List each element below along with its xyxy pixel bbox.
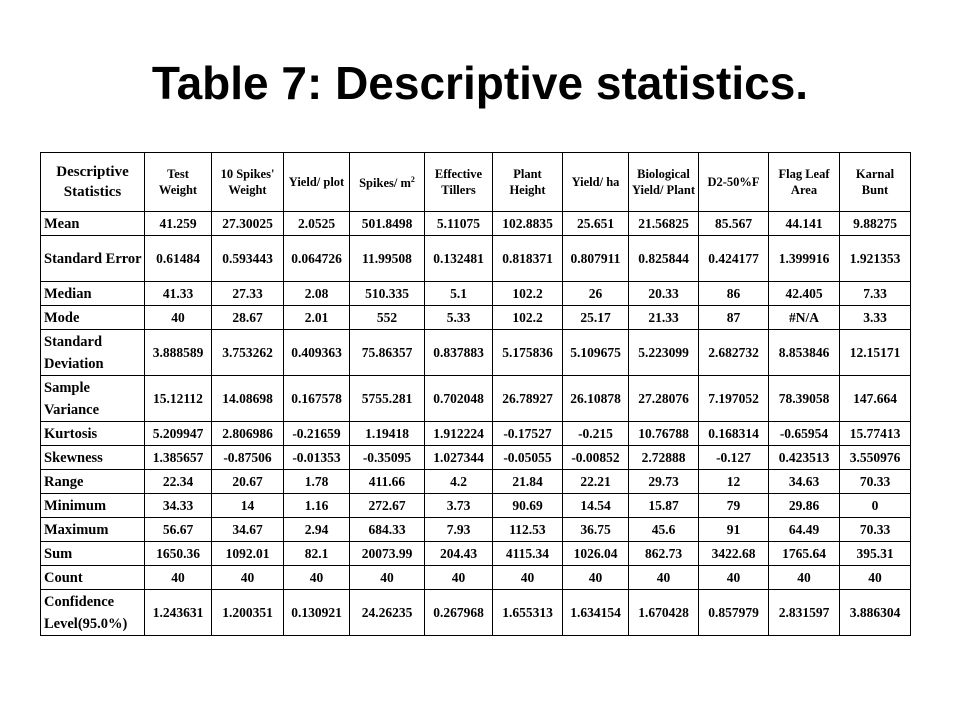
- table-cell: 41.33: [145, 282, 212, 306]
- table-cell: 56.67: [145, 518, 212, 542]
- table-cell: 102.2: [493, 306, 563, 330]
- column-header: Flag Leaf Area: [769, 153, 840, 212]
- row-label: Median: [41, 282, 145, 306]
- table-row: [41, 470, 911, 494]
- table-cell: 26.78927: [493, 376, 563, 422]
- column-header: Yield/ ha: [563, 153, 629, 212]
- table-row: [41, 330, 911, 376]
- table-cell: 5.109675: [563, 330, 629, 376]
- table-cell: 3.753262: [212, 330, 284, 376]
- column-header: Test Weight: [145, 153, 212, 212]
- table-cell: #N/A: [769, 306, 840, 330]
- column-header: D2-50%F: [699, 153, 769, 212]
- table-cell: 15.12112: [145, 376, 212, 422]
- table-cell: 1092.01: [212, 542, 284, 566]
- table-body: [41, 212, 911, 636]
- table-cell: 27.28076: [629, 376, 699, 422]
- table-cell: 15.77413: [840, 422, 911, 446]
- column-header: Effective Tillers: [425, 153, 493, 212]
- table-cell: 40: [493, 566, 563, 590]
- table-cell: 14.54: [563, 494, 629, 518]
- row-label: Confidence Level(95.0%): [41, 590, 145, 636]
- table-cell: 11.99508: [350, 236, 425, 282]
- table-cell: 64.49: [769, 518, 840, 542]
- table-cell: 40: [563, 566, 629, 590]
- table-cell: 29.86: [769, 494, 840, 518]
- table-cell: 2.831597: [769, 590, 840, 636]
- table-cell: 5.223099: [629, 330, 699, 376]
- table-cell: 27.30025: [212, 212, 284, 236]
- table-cell: 70.33: [840, 470, 911, 494]
- table-cell: 1.670428: [629, 590, 699, 636]
- table-row: [41, 494, 911, 518]
- table-cell: 44.141: [769, 212, 840, 236]
- table-cell: 2.94: [284, 518, 350, 542]
- superscript: 2: [410, 175, 415, 185]
- table-cell: 2.0525: [284, 212, 350, 236]
- table-cell: 4.2: [425, 470, 493, 494]
- table-cell: 87: [699, 306, 769, 330]
- table-cell: 40: [699, 566, 769, 590]
- row-label: Maximum: [41, 518, 145, 542]
- table-cell: 21.84: [493, 470, 563, 494]
- table-cell: 0.168314: [699, 422, 769, 446]
- table-cell: 1026.04: [563, 542, 629, 566]
- table-cell: 102.2: [493, 282, 563, 306]
- table-cell: 7.93: [425, 518, 493, 542]
- table-cell: 45.6: [629, 518, 699, 542]
- table-cell: 3.550976: [840, 446, 911, 470]
- table-row: [41, 376, 911, 422]
- table-cell: 1.399916: [769, 236, 840, 282]
- table-cell: 25.17: [563, 306, 629, 330]
- table-cell: 7.197052: [699, 376, 769, 422]
- table-cell: 102.8835: [493, 212, 563, 236]
- table-cell: 34.67: [212, 518, 284, 542]
- table-cell: 862.73: [629, 542, 699, 566]
- table-row: [41, 566, 911, 590]
- table-cell: 40: [769, 566, 840, 590]
- table-row: [41, 236, 911, 282]
- slide-title: Table 7: Descriptive statistics.: [151, 57, 809, 109]
- row-label: Mode: [41, 306, 145, 330]
- table-cell: 40: [145, 566, 212, 590]
- table-cell: 75.86357: [350, 330, 425, 376]
- table-cell: 21.56825: [629, 212, 699, 236]
- table-cell: 0.61484: [145, 236, 212, 282]
- table-cell: 86: [699, 282, 769, 306]
- table-cell: 501.8498: [350, 212, 425, 236]
- table-cell: 5.209947: [145, 422, 212, 446]
- table-cell: 0.064726: [284, 236, 350, 282]
- table-cell: 1.200351: [212, 590, 284, 636]
- table-cell: 2.08: [284, 282, 350, 306]
- table-cell: 5.11075: [425, 212, 493, 236]
- table-cell: 27.33: [212, 282, 284, 306]
- table-cell: 34.63: [769, 470, 840, 494]
- table-cell: 40: [212, 566, 284, 590]
- table-cell: 34.33: [145, 494, 212, 518]
- column-header: [350, 153, 425, 212]
- table-cell: 1.912224: [425, 422, 493, 446]
- table-cell: 40: [145, 306, 212, 330]
- table-cell: 1.16: [284, 494, 350, 518]
- table-cell: 3.888589: [145, 330, 212, 376]
- row-label: Standard Error: [41, 236, 145, 282]
- table-cell: -0.35095: [350, 446, 425, 470]
- table-cell: 1.385657: [145, 446, 212, 470]
- table-cell: 0.132481: [425, 236, 493, 282]
- table-cell: 5.33: [425, 306, 493, 330]
- column-header: Yield/ plot: [284, 153, 350, 212]
- table-cell: 28.67: [212, 306, 284, 330]
- table-row: [41, 542, 911, 566]
- table-cell: 3.33: [840, 306, 911, 330]
- table-cell: -0.17527: [493, 422, 563, 446]
- table-cell: 36.75: [563, 518, 629, 542]
- table-cell: 1650.36: [145, 542, 212, 566]
- table-cell: 14: [212, 494, 284, 518]
- row-label: Count: [41, 566, 145, 590]
- table-cell: 26: [563, 282, 629, 306]
- table-cell: 90.69: [493, 494, 563, 518]
- row-label: Sample Variance: [41, 376, 145, 422]
- table-row: [41, 590, 911, 636]
- table-cell: 22.21: [563, 470, 629, 494]
- table-cell: 0.807911: [563, 236, 629, 282]
- descriptive-statistics-table: [40, 152, 911, 636]
- table-cell: 22.34: [145, 470, 212, 494]
- table-cell: 2.01: [284, 306, 350, 330]
- table-cell: 91: [699, 518, 769, 542]
- table-cell: 1.78: [284, 470, 350, 494]
- table-cell: -0.87506: [212, 446, 284, 470]
- table-cell: 0: [840, 494, 911, 518]
- row-label: Skewness: [41, 446, 145, 470]
- table-cell: 12.15171: [840, 330, 911, 376]
- table-row: [41, 306, 911, 330]
- table-cell: 0.857979: [699, 590, 769, 636]
- table-cell: -0.01353: [284, 446, 350, 470]
- table-cell: 684.33: [350, 518, 425, 542]
- column-header: Plant Height: [493, 153, 563, 212]
- table-cell: 10.76788: [629, 422, 699, 446]
- table-cell: 14.08698: [212, 376, 284, 422]
- table-cell: -0.00852: [563, 446, 629, 470]
- table-cell: 204.43: [425, 542, 493, 566]
- table-cell: 15.87: [629, 494, 699, 518]
- table-cell: 395.31: [840, 542, 911, 566]
- column-header-text: Spikes/ m: [359, 176, 411, 191]
- table-cell: 20.33: [629, 282, 699, 306]
- row-label: Kurtosis: [41, 422, 145, 446]
- table-cell: 82.1: [284, 542, 350, 566]
- table-cell: 272.67: [350, 494, 425, 518]
- table-cell: 0.423513: [769, 446, 840, 470]
- table-cell: 78.39058: [769, 376, 840, 422]
- table-cell: 42.405: [769, 282, 840, 306]
- table-row: [41, 212, 911, 236]
- table-cell: 0.837883: [425, 330, 493, 376]
- table-cell: -0.05055: [493, 446, 563, 470]
- table-cell: 0.702048: [425, 376, 493, 422]
- table-cell: 0.130921: [284, 590, 350, 636]
- table-row: [41, 282, 911, 306]
- table-row: [41, 446, 911, 470]
- table-cell: 40: [284, 566, 350, 590]
- table-cell: 21.33: [629, 306, 699, 330]
- table-cell: 3.73: [425, 494, 493, 518]
- table-cell: 3.886304: [840, 590, 911, 636]
- table-cell: 411.66: [350, 470, 425, 494]
- table-cell: 70.33: [840, 518, 911, 542]
- table-row: [41, 422, 911, 446]
- table-cell: 5755.281: [350, 376, 425, 422]
- table-cell: 1.19418: [350, 422, 425, 446]
- table-cell: 510.335: [350, 282, 425, 306]
- table-cell: 7.33: [840, 282, 911, 306]
- table-cell: 29.73: [629, 470, 699, 494]
- table-cell: -0.127: [699, 446, 769, 470]
- corner-header: Descriptive Statistics: [41, 153, 145, 212]
- table-cell: 12: [699, 470, 769, 494]
- table-cell: 5.1: [425, 282, 493, 306]
- table-cell: 40: [840, 566, 911, 590]
- table-cell: 0.267968: [425, 590, 493, 636]
- table-cell: 26.10878: [563, 376, 629, 422]
- table-cell: 5.175836: [493, 330, 563, 376]
- row-label: Minimum: [41, 494, 145, 518]
- table-cell: 0.825844: [629, 236, 699, 282]
- table-cell: 24.26235: [350, 590, 425, 636]
- table-cell: 1.027344: [425, 446, 493, 470]
- table-cell: 147.664: [840, 376, 911, 422]
- table-cell: 85.567: [699, 212, 769, 236]
- table-cell: 40: [629, 566, 699, 590]
- row-label: Sum: [41, 542, 145, 566]
- column-header: Karnal Bunt: [840, 153, 911, 212]
- row-label: Mean: [41, 212, 145, 236]
- table-cell: 9.88275: [840, 212, 911, 236]
- table-cell: 0.593443: [212, 236, 284, 282]
- table-cell: 8.853846: [769, 330, 840, 376]
- table-cell: 25.651: [563, 212, 629, 236]
- table-cell: 2.72888: [629, 446, 699, 470]
- table-cell: 1.243631: [145, 590, 212, 636]
- table-row: [41, 518, 911, 542]
- table-cell: 41.259: [145, 212, 212, 236]
- table-cell: 1765.64: [769, 542, 840, 566]
- table-cell: 0.167578: [284, 376, 350, 422]
- table-cell: -0.65954: [769, 422, 840, 446]
- header-row: [41, 153, 911, 212]
- table-cell: 1.921353: [840, 236, 911, 282]
- table-cell: 3422.68: [699, 542, 769, 566]
- row-label: Standard Deviation: [41, 330, 145, 376]
- table-cell: 20073.99: [350, 542, 425, 566]
- table-cell: 40: [350, 566, 425, 590]
- table-cell: 2.682732: [699, 330, 769, 376]
- column-header: Biological Yield/ Plant: [629, 153, 699, 212]
- table-cell: 552: [350, 306, 425, 330]
- table-cell: 112.53: [493, 518, 563, 542]
- table-cell: -0.215: [563, 422, 629, 446]
- table-cell: 0.409363: [284, 330, 350, 376]
- table-cell: 4115.34: [493, 542, 563, 566]
- column-header: 10 Spikes' Weight: [212, 153, 284, 212]
- table-cell: -0.21659: [284, 422, 350, 446]
- table-cell: 0.818371: [493, 236, 563, 282]
- table-cell: 1.655313: [493, 590, 563, 636]
- table-cell: 2.806986: [212, 422, 284, 446]
- table-cell: 1.634154: [563, 590, 629, 636]
- row-label: Range: [41, 470, 145, 494]
- table-cell: 0.424177: [699, 236, 769, 282]
- table-cell: 79: [699, 494, 769, 518]
- table-cell: 40: [425, 566, 493, 590]
- table-cell: 20.67: [212, 470, 284, 494]
